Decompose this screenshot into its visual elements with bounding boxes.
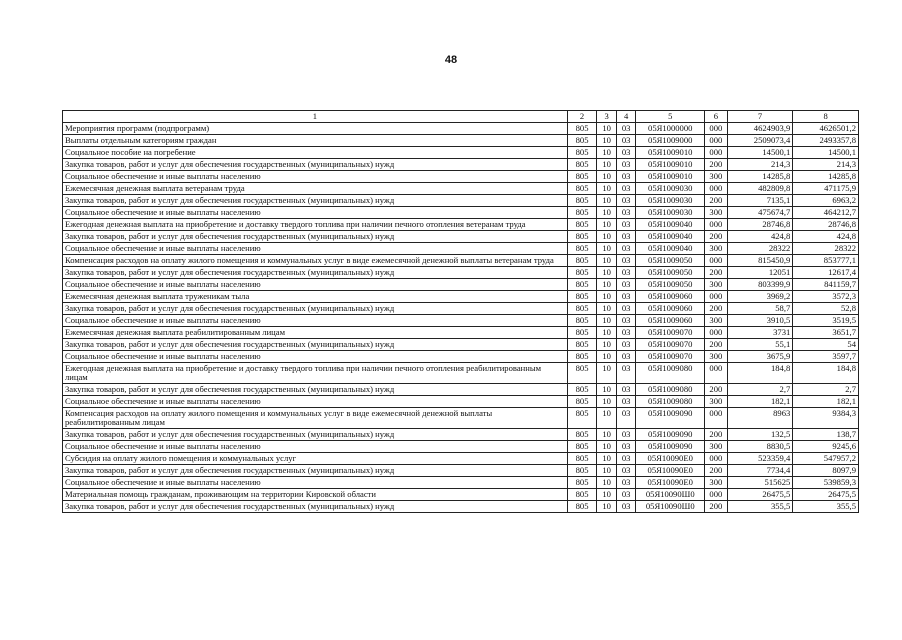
row-amount-year2: 3597,7 (793, 351, 859, 363)
row-amount-year1: 55,1 (727, 339, 793, 351)
row-ministry-code: 805 (567, 315, 597, 327)
row-section: 10 (597, 477, 616, 489)
table-row (63, 231, 859, 243)
row-ministry-code: 805 (567, 159, 597, 171)
row-amount-year1: 12051 (727, 267, 793, 279)
table-row (63, 147, 859, 159)
row-section: 10 (597, 315, 616, 327)
row-name: Закупка товаров, работ и услуг для обеспечения государственных (муниципальных) нужд (63, 267, 568, 279)
row-section: 10 (597, 291, 616, 303)
row-ministry-code: 805 (567, 396, 597, 408)
row-name: Выплаты отдельным категориям граждан (63, 135, 568, 147)
row-amount-year1: 4624903,9 (727, 123, 793, 135)
row-subsection: 03 (616, 183, 635, 195)
header-col-4: 4 (616, 111, 635, 123)
row-ministry-code: 805 (567, 183, 597, 195)
row-amount-year2: 841159,7 (793, 279, 859, 291)
row-section: 10 (597, 351, 616, 363)
row-amount-year2: 8097,9 (793, 465, 859, 477)
row-amount-year1: 28746,8 (727, 219, 793, 231)
row-ministry-code: 805 (567, 477, 597, 489)
row-expense-type: 200 (705, 231, 728, 243)
row-section: 10 (597, 267, 616, 279)
row-amount-year2: 182,1 (793, 396, 859, 408)
row-target-article: 05Я1009010 (636, 159, 705, 171)
row-subsection: 03 (616, 384, 635, 396)
row-expense-type: 300 (705, 441, 728, 453)
row-target-article: 05Я1009090 (636, 429, 705, 441)
row-amount-year2: 547957,2 (793, 453, 859, 465)
row-name: Социальное обеспечение и иные выплаты населению (63, 477, 568, 489)
row-name: Закупка товаров, работ и услуг для обеспечения государственных (муниципальных) нужд (63, 429, 568, 441)
table-row (63, 183, 859, 195)
row-name: Социальное обеспечение и иные выплаты населению (63, 207, 568, 219)
row-name: Закупка товаров, работ и услуг для обеспечения государственных (муниципальных) нужд (63, 384, 568, 396)
table-row (63, 441, 859, 453)
row-expense-type: 300 (705, 477, 728, 489)
row-section: 10 (597, 408, 616, 429)
table-row (63, 279, 859, 291)
row-subsection: 03 (616, 243, 635, 255)
row-subsection: 03 (616, 207, 635, 219)
row-target-article: 05Я1009010 (636, 171, 705, 183)
row-amount-year1: 3731 (727, 327, 793, 339)
row-expense-type: 200 (705, 501, 728, 513)
row-ministry-code: 805 (567, 171, 597, 183)
row-amount-year1: 132,5 (727, 429, 793, 441)
row-ministry-code: 805 (567, 195, 597, 207)
row-target-article: 05Я1009000 (636, 135, 705, 147)
row-target-article: 05Я1009040 (636, 231, 705, 243)
row-target-article: 05Я1009060 (636, 315, 705, 327)
row-name: Закупка товаров, работ и услуг для обеспечения государственных (муниципальных) нужд (63, 501, 568, 513)
row-target-article: 05Я1009070 (636, 351, 705, 363)
row-amount-year1: 2509073,4 (727, 135, 793, 147)
row-subsection: 03 (616, 429, 635, 441)
row-target-article: 05Я1009060 (636, 291, 705, 303)
table-row (63, 396, 859, 408)
row-ministry-code: 805 (567, 441, 597, 453)
row-name: Ежегодная денежная выплата на приобретение и доставку твердого топлива при наличии печного отопления реабилитированным лицам (63, 363, 568, 384)
row-amount-year2: 9245,6 (793, 441, 859, 453)
row-ministry-code: 805 (567, 147, 597, 159)
row-subsection: 03 (616, 453, 635, 465)
row-amount-year1: 8963 (727, 408, 793, 429)
row-section: 10 (597, 159, 616, 171)
table-row (63, 207, 859, 219)
row-name: Социальное обеспечение и иные выплаты населению (63, 396, 568, 408)
row-target-article: 05Я1009070 (636, 339, 705, 351)
row-section: 10 (597, 384, 616, 396)
row-subsection: 03 (616, 315, 635, 327)
row-amount-year1: 184,8 (727, 363, 793, 384)
row-amount-year1: 26475,5 (727, 489, 793, 501)
row-name: Социальное обеспечение и иные выплаты населению (63, 279, 568, 291)
row-target-article: 05Я10090Е0 (636, 477, 705, 489)
row-name: Социальное пособие на погребение (63, 147, 568, 159)
row-ministry-code: 805 (567, 267, 597, 279)
row-name: Социальное обеспечение и иные выплаты населению (63, 315, 568, 327)
row-section: 10 (597, 183, 616, 195)
row-target-article: 05Я1009030 (636, 195, 705, 207)
row-expense-type: 200 (705, 267, 728, 279)
row-target-article: 05Я1009090 (636, 441, 705, 453)
row-target-article: 05Я1009080 (636, 363, 705, 384)
row-expense-type: 000 (705, 408, 728, 429)
row-expense-type: 000 (705, 147, 728, 159)
row-amount-year2: 853777,1 (793, 255, 859, 267)
row-ministry-code: 805 (567, 219, 597, 231)
row-ministry-code: 805 (567, 339, 597, 351)
row-ministry-code: 805 (567, 501, 597, 513)
row-subsection: 03 (616, 396, 635, 408)
row-ministry-code: 805 (567, 303, 597, 315)
row-amount-year2: 14500,1 (793, 147, 859, 159)
row-subsection: 03 (616, 465, 635, 477)
row-expense-type: 000 (705, 135, 728, 147)
row-subsection: 03 (616, 351, 635, 363)
row-amount-year2: 2493357,8 (793, 135, 859, 147)
table-row (63, 339, 859, 351)
row-section: 10 (597, 231, 616, 243)
row-amount-year1: 475674,7 (727, 207, 793, 219)
row-ministry-code: 805 (567, 123, 597, 135)
header-col-1: 1 (63, 111, 568, 123)
page-number: 48 (444, 54, 458, 66)
row-amount-year2: 3651,7 (793, 327, 859, 339)
table-header-row (63, 111, 859, 123)
row-ministry-code: 805 (567, 327, 597, 339)
table-row (63, 159, 859, 171)
row-name: Закупка товаров, работ и услуг для обеспечения государственных (муниципальных) нужд (63, 195, 568, 207)
table-row (63, 123, 859, 135)
row-amount-year2: 138,7 (793, 429, 859, 441)
row-ministry-code: 805 (567, 207, 597, 219)
table-row (63, 501, 859, 513)
row-name: Закупка товаров, работ и услуг для обеспечения государственных (муниципальных) нужд (63, 159, 568, 171)
row-target-article: 05Я1009030 (636, 183, 705, 195)
table-row (63, 303, 859, 315)
row-expense-type: 200 (705, 339, 728, 351)
row-amount-year1: 58,7 (727, 303, 793, 315)
table-row (63, 453, 859, 465)
row-amount-year2: 26475,5 (793, 489, 859, 501)
row-expense-type: 300 (705, 243, 728, 255)
row-target-article: 05Я1009050 (636, 267, 705, 279)
row-amount-year1: 182,1 (727, 396, 793, 408)
table-row (63, 408, 859, 429)
row-amount-year2: 54 (793, 339, 859, 351)
row-amount-year2: 471175,9 (793, 183, 859, 195)
row-expense-type: 200 (705, 303, 728, 315)
row-expense-type: 300 (705, 315, 728, 327)
table-row (63, 267, 859, 279)
row-name: Ежемесячная денежная выплата труженикам тыла (63, 291, 568, 303)
row-amount-year1: 14500,1 (727, 147, 793, 159)
row-amount-year1: 214,3 (727, 159, 793, 171)
row-amount-year2: 52,8 (793, 303, 859, 315)
header-col-6: 6 (705, 111, 728, 123)
row-subsection: 03 (616, 159, 635, 171)
row-subsection: 03 (616, 408, 635, 429)
row-expense-type: 000 (705, 291, 728, 303)
row-subsection: 03 (616, 147, 635, 159)
row-expense-type: 200 (705, 465, 728, 477)
row-name: Материальная помощь гражданам, проживающим на территории Кировской области (63, 489, 568, 501)
row-section: 10 (597, 363, 616, 384)
row-subsection: 03 (616, 303, 635, 315)
row-name: Ежемесячная денежная выплата реабилитированным лицам (63, 327, 568, 339)
row-amount-year2: 3519,5 (793, 315, 859, 327)
table-row (63, 315, 859, 327)
row-section: 10 (597, 441, 616, 453)
row-ministry-code: 805 (567, 243, 597, 255)
row-expense-type: 000 (705, 255, 728, 267)
row-section: 10 (597, 489, 616, 501)
row-section: 10 (597, 465, 616, 477)
row-name: Социальное обеспечение и иные выплаты населению (63, 171, 568, 183)
row-name: Компенсация расходов на оплату жилого помещения и коммунальных услуг в виде ежемесячной денежной выплаты ветеранам труда (63, 255, 568, 267)
row-amount-year1: 14285,8 (727, 171, 793, 183)
row-amount-year2: 12617,4 (793, 267, 859, 279)
row-amount-year2: 3572,3 (793, 291, 859, 303)
row-expense-type: 000 (705, 453, 728, 465)
header-col-7: 7 (727, 111, 793, 123)
header-col-3: 3 (597, 111, 616, 123)
row-subsection: 03 (616, 489, 635, 501)
row-subsection: 03 (616, 135, 635, 147)
row-name: Ежемесячная денежная выплата ветеранам труда (63, 183, 568, 195)
row-amount-year1: 2,7 (727, 384, 793, 396)
row-subsection: 03 (616, 231, 635, 243)
row-section: 10 (597, 396, 616, 408)
row-ministry-code: 805 (567, 279, 597, 291)
row-section: 10 (597, 279, 616, 291)
row-target-article: 05Я1009030 (636, 207, 705, 219)
row-subsection: 03 (616, 339, 635, 351)
row-amount-year1: 515625 (727, 477, 793, 489)
row-name: Социальное обеспечение и иные выплаты населению (63, 243, 568, 255)
row-amount-year1: 482809,8 (727, 183, 793, 195)
row-target-article: 05Я1009060 (636, 303, 705, 315)
row-target-article: 05Я1000000 (636, 123, 705, 135)
row-subsection: 03 (616, 441, 635, 453)
row-expense-type: 000 (705, 123, 728, 135)
row-section: 10 (597, 453, 616, 465)
row-section: 10 (597, 339, 616, 351)
row-ministry-code: 805 (567, 291, 597, 303)
row-amount-year2: 184,8 (793, 363, 859, 384)
row-expense-type: 000 (705, 489, 728, 501)
row-target-article: 05Я10090Ш0 (636, 501, 705, 513)
table-row (63, 489, 859, 501)
table-row (63, 291, 859, 303)
table-row (63, 255, 859, 267)
row-name: Закупка товаров, работ и услуг для обеспечения государственных (муниципальных) нужд (63, 303, 568, 315)
row-amount-year1: 523359,4 (727, 453, 793, 465)
row-amount-year2: 464212,7 (793, 207, 859, 219)
row-expense-type: 000 (705, 363, 728, 384)
row-name: Закупка товаров, работ и услуг для обеспечения государственных (муниципальных) нужд (63, 231, 568, 243)
row-ministry-code: 805 (567, 465, 597, 477)
row-expense-type: 200 (705, 384, 728, 396)
row-target-article: 05Я1009080 (636, 396, 705, 408)
table-row (63, 429, 859, 441)
table-row (63, 243, 859, 255)
row-section: 10 (597, 429, 616, 441)
row-target-article: 05Я1009080 (636, 384, 705, 396)
row-expense-type: 300 (705, 279, 728, 291)
row-expense-type: 200 (705, 195, 728, 207)
row-amount-year1: 7734,4 (727, 465, 793, 477)
row-section: 10 (597, 195, 616, 207)
row-target-article: 05Я1009010 (636, 147, 705, 159)
row-ministry-code: 805 (567, 429, 597, 441)
row-amount-year1: 355,5 (727, 501, 793, 513)
table-row (63, 384, 859, 396)
row-subsection: 03 (616, 291, 635, 303)
row-amount-year1: 815450,9 (727, 255, 793, 267)
row-amount-year1: 3910,5 (727, 315, 793, 327)
table-row (63, 477, 859, 489)
row-section: 10 (597, 135, 616, 147)
row-ministry-code: 805 (567, 135, 597, 147)
row-ministry-code: 805 (567, 255, 597, 267)
row-amount-year2: 539859,3 (793, 477, 859, 489)
row-name: Компенсация расходов на оплату жилого помещения и коммунальных услуг в виде ежемесячной денежной выплаты реабилитированным лицам (63, 408, 568, 429)
table-row (63, 195, 859, 207)
table-row (63, 327, 859, 339)
row-subsection: 03 (616, 123, 635, 135)
row-amount-year2: 355,5 (793, 501, 859, 513)
row-expense-type: 200 (705, 159, 728, 171)
row-section: 10 (597, 327, 616, 339)
row-target-article: 05Я1009040 (636, 219, 705, 231)
row-amount-year2: 214,3 (793, 159, 859, 171)
row-expense-type: 200 (705, 429, 728, 441)
row-section: 10 (597, 303, 616, 315)
row-amount-year2: 9384,3 (793, 408, 859, 429)
row-target-article: 05Я10090Е0 (636, 453, 705, 465)
row-expense-type: 300 (705, 396, 728, 408)
row-ministry-code: 805 (567, 384, 597, 396)
row-name: Мероприятия программ (подпрограмм) (63, 123, 568, 135)
row-ministry-code: 805 (567, 231, 597, 243)
table-row (63, 363, 859, 384)
row-name: Ежегодная денежная выплата на приобретение и доставку твердого топлива при наличии печного отопления ветеранам труда (63, 219, 568, 231)
table-row (63, 351, 859, 363)
row-amount-year2: 424,8 (793, 231, 859, 243)
row-subsection: 03 (616, 279, 635, 291)
table-row (63, 465, 859, 477)
row-name: Закупка товаров, работ и услуг для обеспечения государственных (муниципальных) нужд (63, 339, 568, 351)
row-ministry-code: 805 (567, 489, 597, 501)
row-amount-year1: 3675,9 (727, 351, 793, 363)
row-subsection: 03 (616, 501, 635, 513)
header-col-2: 2 (567, 111, 597, 123)
row-amount-year1: 7135,1 (727, 195, 793, 207)
header-col-5: 5 (636, 111, 705, 123)
row-target-article: 05Я1009050 (636, 255, 705, 267)
row-target-article: 05Я1009090 (636, 408, 705, 429)
row-subsection: 03 (616, 195, 635, 207)
row-target-article: 05Я1009040 (636, 243, 705, 255)
row-expense-type: 300 (705, 171, 728, 183)
row-section: 10 (597, 255, 616, 267)
row-subsection: 03 (616, 171, 635, 183)
row-expense-type: 300 (705, 351, 728, 363)
row-section: 10 (597, 243, 616, 255)
row-ministry-code: 805 (567, 351, 597, 363)
row-amount-year2: 6963,2 (793, 195, 859, 207)
table-row (63, 135, 859, 147)
row-expense-type: 300 (705, 207, 728, 219)
row-amount-year1: 8830,5 (727, 441, 793, 453)
row-ministry-code: 805 (567, 408, 597, 429)
row-name: Социальное обеспечение и иные выплаты населению (63, 441, 568, 453)
row-subsection: 03 (616, 477, 635, 489)
row-section: 10 (597, 219, 616, 231)
table-row (63, 171, 859, 183)
row-ministry-code: 805 (567, 453, 597, 465)
row-amount-year1: 424,8 (727, 231, 793, 243)
table-row (63, 219, 859, 231)
row-target-article: 05Я1009050 (636, 279, 705, 291)
row-expense-type: 000 (705, 219, 728, 231)
row-subsection: 03 (616, 267, 635, 279)
row-section: 10 (597, 501, 616, 513)
header-col-8: 8 (793, 111, 859, 123)
row-amount-year1: 3969,2 (727, 291, 793, 303)
row-name: Социальное обеспечение и иные выплаты населению (63, 351, 568, 363)
row-name: Закупка товаров, работ и услуг для обеспечения государственных (муниципальных) нужд (63, 465, 568, 477)
row-subsection: 03 (616, 327, 635, 339)
row-section: 10 (597, 147, 616, 159)
row-amount-year2: 28746,8 (793, 219, 859, 231)
row-amount-year2: 4626501,2 (793, 123, 859, 135)
row-subsection: 03 (616, 255, 635, 267)
row-expense-type: 000 (705, 183, 728, 195)
row-target-article: 05Я10090Ш0 (636, 489, 705, 501)
row-amount-year2: 14285,8 (793, 171, 859, 183)
row-name: Субсидия на оплату жилого помещения и коммунальных услуг (63, 453, 568, 465)
row-amount-year1: 803399,9 (727, 279, 793, 291)
row-subsection: 03 (616, 219, 635, 231)
row-subsection: 03 (616, 363, 635, 384)
budget-table (62, 110, 859, 513)
row-section: 10 (597, 123, 616, 135)
row-amount-year2: 28322 (793, 243, 859, 255)
row-section: 10 (597, 171, 616, 183)
row-amount-year1: 28322 (727, 243, 793, 255)
row-ministry-code: 805 (567, 363, 597, 384)
row-expense-type: 000 (705, 327, 728, 339)
row-section: 10 (597, 207, 616, 219)
row-target-article: 05Я10090Е0 (636, 465, 705, 477)
row-amount-year2: 2,7 (793, 384, 859, 396)
row-target-article: 05Я1009070 (636, 327, 705, 339)
